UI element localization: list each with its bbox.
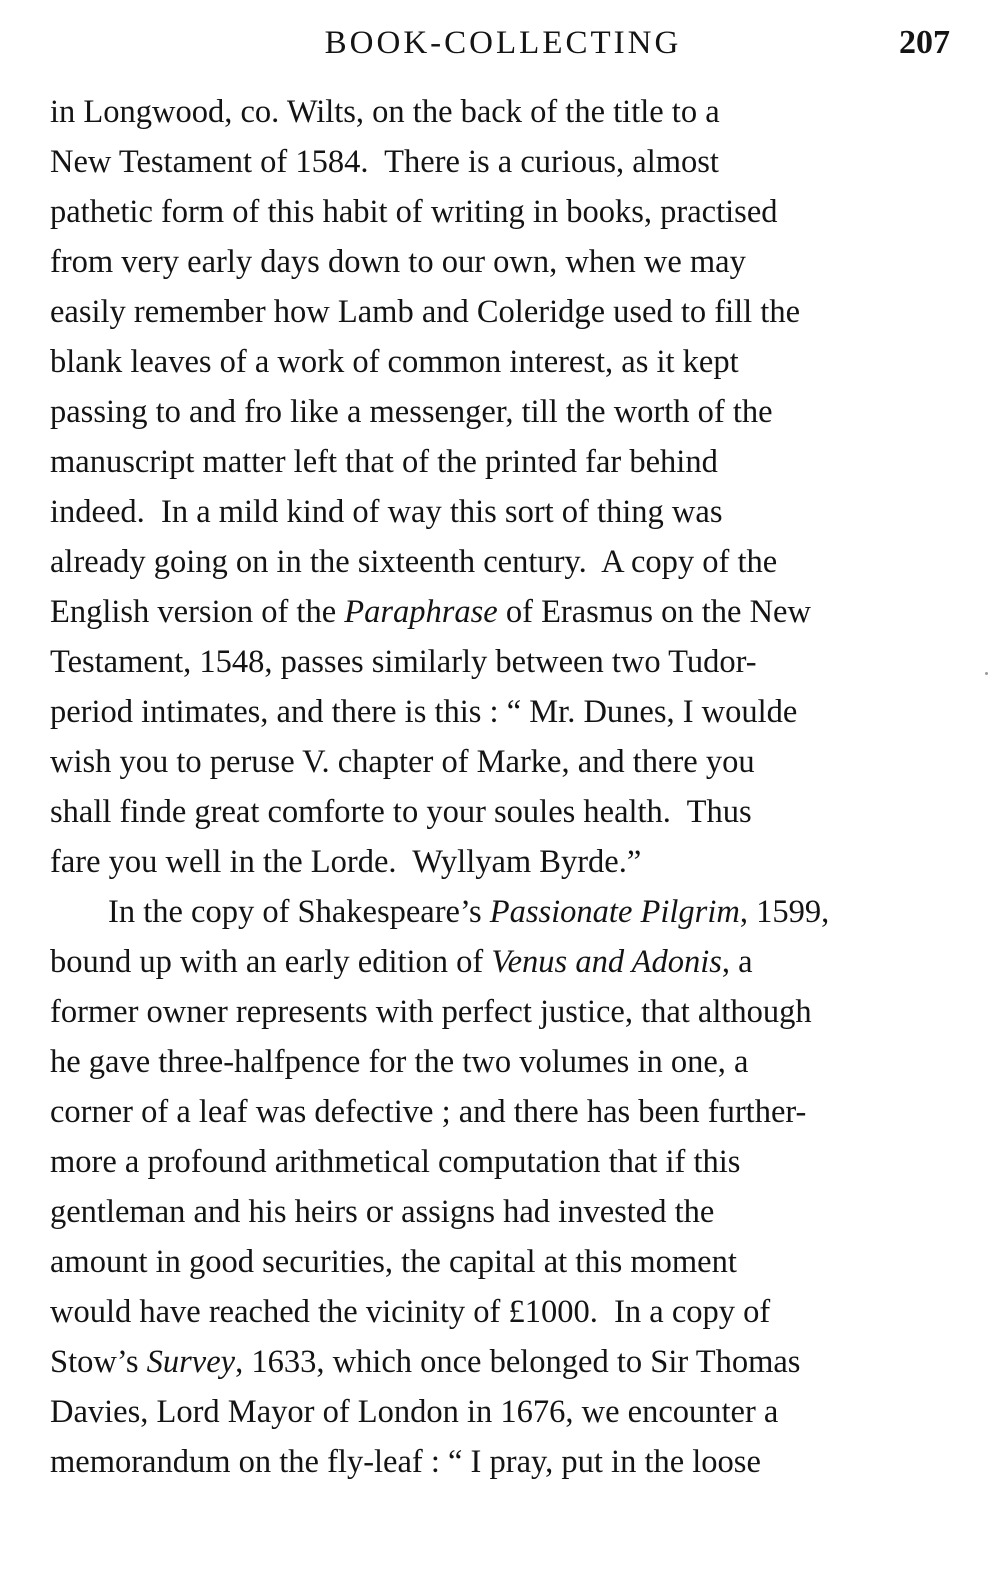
text-segment: would have reached the vicinity of £1000. In a copy of	[50, 1294, 771, 1330]
text-segment: amount in good securities, the capital at this moment	[50, 1244, 737, 1280]
text-segment: wish you to peruse V. chapter of Marke, and there you	[50, 744, 755, 780]
text-segment: gentleman and his heirs or assigns had invested the	[50, 1194, 715, 1230]
text-line-paragraph-end	[50, 837, 950, 887]
text-segment: more a profound arithmetical computation that if this	[50, 1144, 741, 1180]
text-segment: former owner represents with perfect justice, that although	[50, 994, 812, 1030]
text-line	[50, 1037, 950, 1087]
text-line	[50, 937, 950, 987]
text-segment: passing to and fro like a messenger, till the worth of the	[50, 394, 773, 430]
text-segment: period intimates, and there is this : “ Mr. Dunes, I woulde	[50, 694, 798, 730]
text-segment: from very early days down to our own, when we may	[50, 244, 746, 280]
text-segment: bound up with an early edition of	[50, 944, 492, 980]
text-segment: , a	[721, 944, 753, 980]
text-line	[50, 1087, 950, 1137]
paper-speck	[985, 672, 988, 675]
text-line	[50, 237, 950, 287]
text-segment: he gave three-halfpence for the two volumes in one, a	[50, 1044, 749, 1080]
text-line	[50, 187, 950, 237]
text-line	[50, 87, 950, 137]
text-line	[50, 737, 950, 787]
italic-title: Paraphrase	[344, 594, 498, 630]
text-line	[50, 537, 950, 587]
text-segment: of Erasmus on the New	[497, 594, 811, 630]
italic-title: Venus and Adonis	[491, 944, 722, 980]
text-line	[50, 987, 950, 1037]
text-line	[50, 637, 950, 687]
text-line	[50, 1337, 950, 1387]
text-segment: manuscript matter left that of the printed far behind	[50, 444, 718, 480]
text-line	[50, 787, 950, 837]
text-segment: In the copy of Shakespeare’s	[108, 894, 490, 930]
italic-title: Passionate Pilgrim	[489, 894, 740, 930]
text-segment: corner of a leaf was defective ; and there has been further-	[50, 1094, 807, 1130]
text-segment: , 1633, which once belonged to Sir Thomas	[235, 1344, 801, 1380]
text-line	[50, 587, 950, 637]
text-segment: New Testament of 1584. There is a curious, almost	[50, 144, 719, 180]
running-head	[50, 18, 950, 68]
text-line	[50, 1237, 950, 1287]
text-segment: blank leaves of a work of common interest, as it kept	[50, 344, 739, 380]
text-line	[50, 1287, 950, 1337]
text-segment: already going on in the sixteenth century. A copy of the	[50, 544, 778, 580]
text-line	[50, 487, 950, 537]
text-segment: easily remember how Lamb and Coleridge used to fill the	[50, 294, 800, 330]
text-segment: fare you well in the Lorde. Wyllyam Byrde.”	[50, 844, 642, 880]
body-text	[50, 87, 950, 1487]
running-title: BOOK-COLLECTING	[324, 25, 682, 61]
text-line	[50, 1137, 950, 1187]
text-segment: Testament, 1548, passes similarly between two Tudor-	[50, 644, 757, 680]
text-segment: in Longwood, co. Wilts, on the back of the title to a	[50, 94, 720, 130]
text-line	[50, 437, 950, 487]
text-segment: shall finde great comforte to your soules health. Thus	[50, 794, 752, 830]
italic-title: Survey	[146, 1344, 236, 1380]
text-line	[50, 137, 950, 187]
text-segment: , 1599,	[739, 894, 830, 930]
text-line	[50, 687, 950, 737]
text-line	[50, 387, 950, 437]
text-segment: pathetic form of this habit of writing in books, practised	[50, 194, 778, 230]
text-segment: English version of the	[50, 594, 345, 630]
text-line-paragraph-start	[50, 887, 950, 937]
text-segment: indeed. In a mild kind of way this sort of thing was	[50, 494, 723, 530]
text-line	[50, 337, 950, 387]
text-segment: Davies, Lord Mayor of London in 1676, we encounter a	[50, 1394, 779, 1430]
text-line	[50, 1437, 950, 1487]
text-segment: Stow’s	[50, 1344, 147, 1380]
text-line	[50, 287, 950, 337]
text-line	[50, 1387, 950, 1437]
text-line	[50, 1187, 950, 1237]
text-segment: memorandum on the fly-leaf : “ I pray, put in the loose	[50, 1444, 761, 1480]
page-number: 207	[899, 24, 950, 61]
